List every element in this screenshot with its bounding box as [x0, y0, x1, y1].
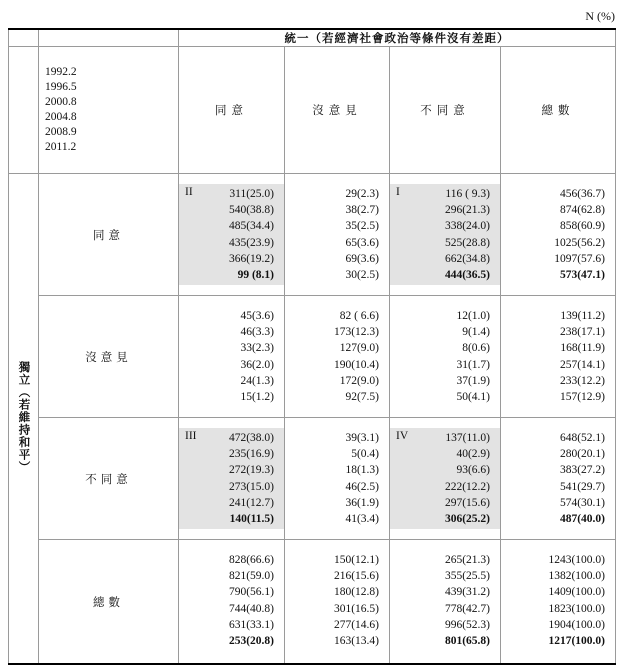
cell-value: 39(3.1) — [345, 432, 379, 444]
cell-values — [390, 550, 500, 653]
cell-value: 485(34.4) — [228, 220, 274, 233]
row-group-title: 獨立（若維持和平） — [17, 360, 30, 474]
cell-values — [179, 306, 284, 407]
cell-value: 1217(100.0) — [548, 635, 605, 648]
data-cell — [179, 418, 285, 540]
cell-value: 573(47.1) — [559, 269, 605, 282]
cell-value: 92(7.5) — [345, 391, 379, 404]
cell-value: 173(12.3) — [333, 326, 379, 339]
table-row — [9, 296, 616, 418]
cell-values — [179, 550, 284, 653]
cell-value: 163(13.4) — [333, 635, 379, 648]
cell-value: 996(52.3) — [444, 618, 490, 631]
year-item: 2004.8 — [45, 111, 77, 123]
cell-value: 306(25.2) — [444, 513, 490, 526]
corner-cell — [9, 47, 39, 174]
cell-value: 24(1.3) — [240, 374, 274, 387]
data-cell — [285, 540, 390, 665]
year-item: 2000.8 — [45, 96, 77, 108]
row-label: 同意 — [39, 174, 179, 296]
cell-value: 366(19.2) — [228, 252, 274, 265]
cell-value: 140(11.5) — [229, 513, 274, 526]
cell-value: 525(28.8) — [444, 236, 490, 249]
data-cell — [390, 418, 501, 540]
cell-value: 280(20.1) — [559, 448, 605, 461]
cell-values — [285, 550, 389, 653]
cell-value: 8(0.6) — [462, 342, 490, 355]
cell-value: 137(11.0) — [445, 432, 490, 444]
cell-value: 190(10.4) — [333, 358, 379, 371]
cell-value: 15(1.2) — [240, 391, 274, 404]
cell-value: 1409(100.0) — [548, 586, 605, 599]
cell-value: 858(60.9) — [559, 220, 605, 233]
cell-values — [285, 428, 389, 529]
cell-value: 277(14.6) — [333, 618, 379, 631]
cell-values — [390, 306, 500, 407]
cell-value: 65(3.6) — [345, 236, 379, 249]
crosstab-table — [8, 28, 616, 665]
data-cell — [501, 296, 616, 418]
corner-cell — [9, 29, 39, 47]
cell-value: 541(29.7) — [559, 480, 605, 493]
column-header-agree: 同意 — [179, 47, 285, 174]
data-cell — [285, 174, 390, 296]
cell-value: 472(38.0) — [228, 432, 274, 444]
cell-values — [501, 550, 615, 653]
cell-values — [285, 306, 389, 407]
corner-cell — [39, 29, 179, 47]
row-label: 總數 — [39, 540, 179, 665]
shaded-quadrant — [179, 184, 284, 285]
cell-value: 828(66.6) — [228, 554, 274, 566]
data-cell — [179, 540, 285, 665]
cell-value: 93(6.6) — [456, 464, 490, 477]
shaded-quadrant — [390, 428, 500, 529]
column-header-no-opinion: 沒意見 — [285, 47, 390, 174]
cell-value: 1382(100.0) — [548, 570, 605, 583]
data-cell — [179, 296, 285, 418]
cell-value: 272(19.3) — [228, 464, 274, 477]
cell-value: 241(12.7) — [228, 496, 274, 509]
data-cell — [285, 296, 390, 418]
cell-value: 46(2.5) — [345, 480, 379, 493]
cell-value: 12(1.0) — [456, 310, 490, 322]
cell-value: 168(11.9) — [560, 342, 605, 355]
cell-value: 744(40.8) — [228, 602, 274, 615]
row-label: 不同意 — [39, 418, 179, 540]
unit-label: N (%) — [585, 9, 615, 23]
cell-value: 233(12.2) — [559, 374, 605, 387]
cell-value: 662(34.8) — [444, 252, 490, 265]
data-cell — [501, 418, 616, 540]
cell-value: 574(30.1) — [559, 496, 605, 509]
quadrant-label: IV — [396, 430, 409, 442]
row-group-title-cell — [9, 174, 39, 665]
cell-value: 265(21.3) — [444, 554, 490, 566]
cell-value: 487(40.0) — [559, 513, 605, 526]
cell-value: 821(59.0) — [228, 570, 274, 583]
data-cell — [390, 540, 501, 665]
cell-value: 29(2.3) — [345, 188, 379, 200]
cell-values — [501, 306, 615, 407]
table-row — [9, 174, 616, 296]
cell-value: 222(12.2) — [444, 480, 490, 493]
cell-value: 157(12.9) — [559, 391, 605, 404]
cell-value: 82 ( 6.6) — [339, 310, 379, 322]
cell-value: 99 (8.1) — [237, 269, 274, 282]
cell-value: 273(15.0) — [228, 480, 274, 493]
data-cell — [390, 174, 501, 296]
cell-value: 35(2.5) — [345, 220, 379, 233]
cell-value: 33(2.3) — [240, 342, 274, 355]
cell-value: 311(25.0) — [229, 188, 274, 200]
cell-values — [285, 184, 389, 285]
cell-values — [501, 184, 615, 285]
quadrant-label: II — [185, 186, 193, 198]
cell-value: 235(16.9) — [228, 448, 274, 461]
cell-value: 540(38.8) — [228, 204, 274, 217]
cell-value: 253(20.8) — [228, 635, 274, 648]
cell-value: 116 ( 9.3) — [445, 188, 490, 200]
cell-value: 50(4.1) — [456, 391, 490, 404]
cell-value: 257(14.1) — [559, 358, 605, 371]
cell-value: 790(56.1) — [228, 586, 274, 599]
cell-value: 648(52.1) — [559, 432, 605, 444]
cell-value: 874(62.8) — [559, 204, 605, 217]
cell-value: 69(3.6) — [345, 252, 379, 265]
year-item: 2008.9 — [45, 126, 77, 138]
year-item: 2011.2 — [45, 141, 77, 153]
quadrant-label: III — [185, 430, 197, 442]
cell-value: 38(2.7) — [345, 204, 379, 217]
cell-value: 631(33.1) — [228, 618, 274, 631]
table-row — [9, 418, 616, 540]
cell-value: 30(2.5) — [345, 269, 379, 282]
cell-value: 31(1.7) — [456, 358, 490, 371]
row-label: 沒意見 — [39, 296, 179, 418]
cell-value: 150(12.1) — [333, 554, 379, 566]
cell-value: 238(17.1) — [559, 326, 605, 339]
cell-value: 40(2.9) — [456, 448, 490, 461]
cell-value: 456(36.7) — [559, 188, 605, 200]
cell-value: 216(15.6) — [333, 570, 379, 583]
cell-value: 172(9.0) — [339, 374, 379, 387]
data-cell — [501, 540, 616, 665]
column-header-total: 總數 — [501, 47, 616, 174]
cell-value: 1904(100.0) — [548, 618, 605, 631]
cell-value: 46(3.3) — [240, 326, 274, 339]
cell-value: 127(9.0) — [339, 342, 379, 355]
quadrant-label: I — [396, 186, 400, 198]
cell-value: 18(1.3) — [345, 464, 379, 477]
cell-value: 338(24.0) — [444, 220, 490, 233]
cell-value: 36(2.0) — [240, 358, 274, 371]
cell-value: 296(21.3) — [444, 204, 490, 217]
cell-value: 355(25.5) — [444, 570, 490, 583]
cell-value: 1097(57.6) — [554, 252, 605, 265]
shaded-quadrant — [390, 184, 500, 285]
years-list — [39, 47, 179, 174]
cell-value: 5(0.4) — [351, 448, 379, 461]
cell-value: 45(3.6) — [240, 310, 274, 322]
cell-value: 1243(100.0) — [548, 554, 605, 566]
column-group-title: 統一（若經濟社會政治等條件沒有差距） — [179, 29, 616, 47]
cell-value: 41(3.4) — [345, 513, 379, 526]
cell-value: 439(31.2) — [444, 586, 490, 599]
cell-value: 9(1.4) — [462, 326, 490, 339]
data-cell — [501, 174, 616, 296]
data-cell — [179, 174, 285, 296]
cell-value: 435(23.9) — [228, 236, 274, 249]
cell-value: 36(1.9) — [345, 496, 379, 509]
data-cell — [285, 418, 390, 540]
year-item: 1996.5 — [45, 81, 77, 93]
cell-value: 1823(100.0) — [548, 602, 605, 615]
cell-value: 180(12.8) — [333, 586, 379, 599]
cell-values — [501, 428, 615, 529]
data-cell — [390, 296, 501, 418]
cell-value: 297(15.6) — [444, 496, 490, 509]
cell-value: 444(36.5) — [444, 269, 490, 282]
cell-value: 778(42.7) — [444, 602, 490, 615]
year-item: 1992.2 — [45, 66, 77, 78]
cell-value: 301(16.5) — [333, 602, 379, 615]
cell-value: 37(1.9) — [456, 374, 490, 387]
cell-value: 801(65.8) — [444, 635, 490, 648]
column-header-disagree: 不同意 — [390, 47, 501, 174]
table-row — [9, 540, 616, 665]
cell-value: 383(27.2) — [559, 464, 605, 477]
shaded-quadrant — [179, 428, 284, 529]
cell-value: 139(11.2) — [560, 310, 605, 322]
cell-value: 1025(56.2) — [554, 236, 605, 249]
